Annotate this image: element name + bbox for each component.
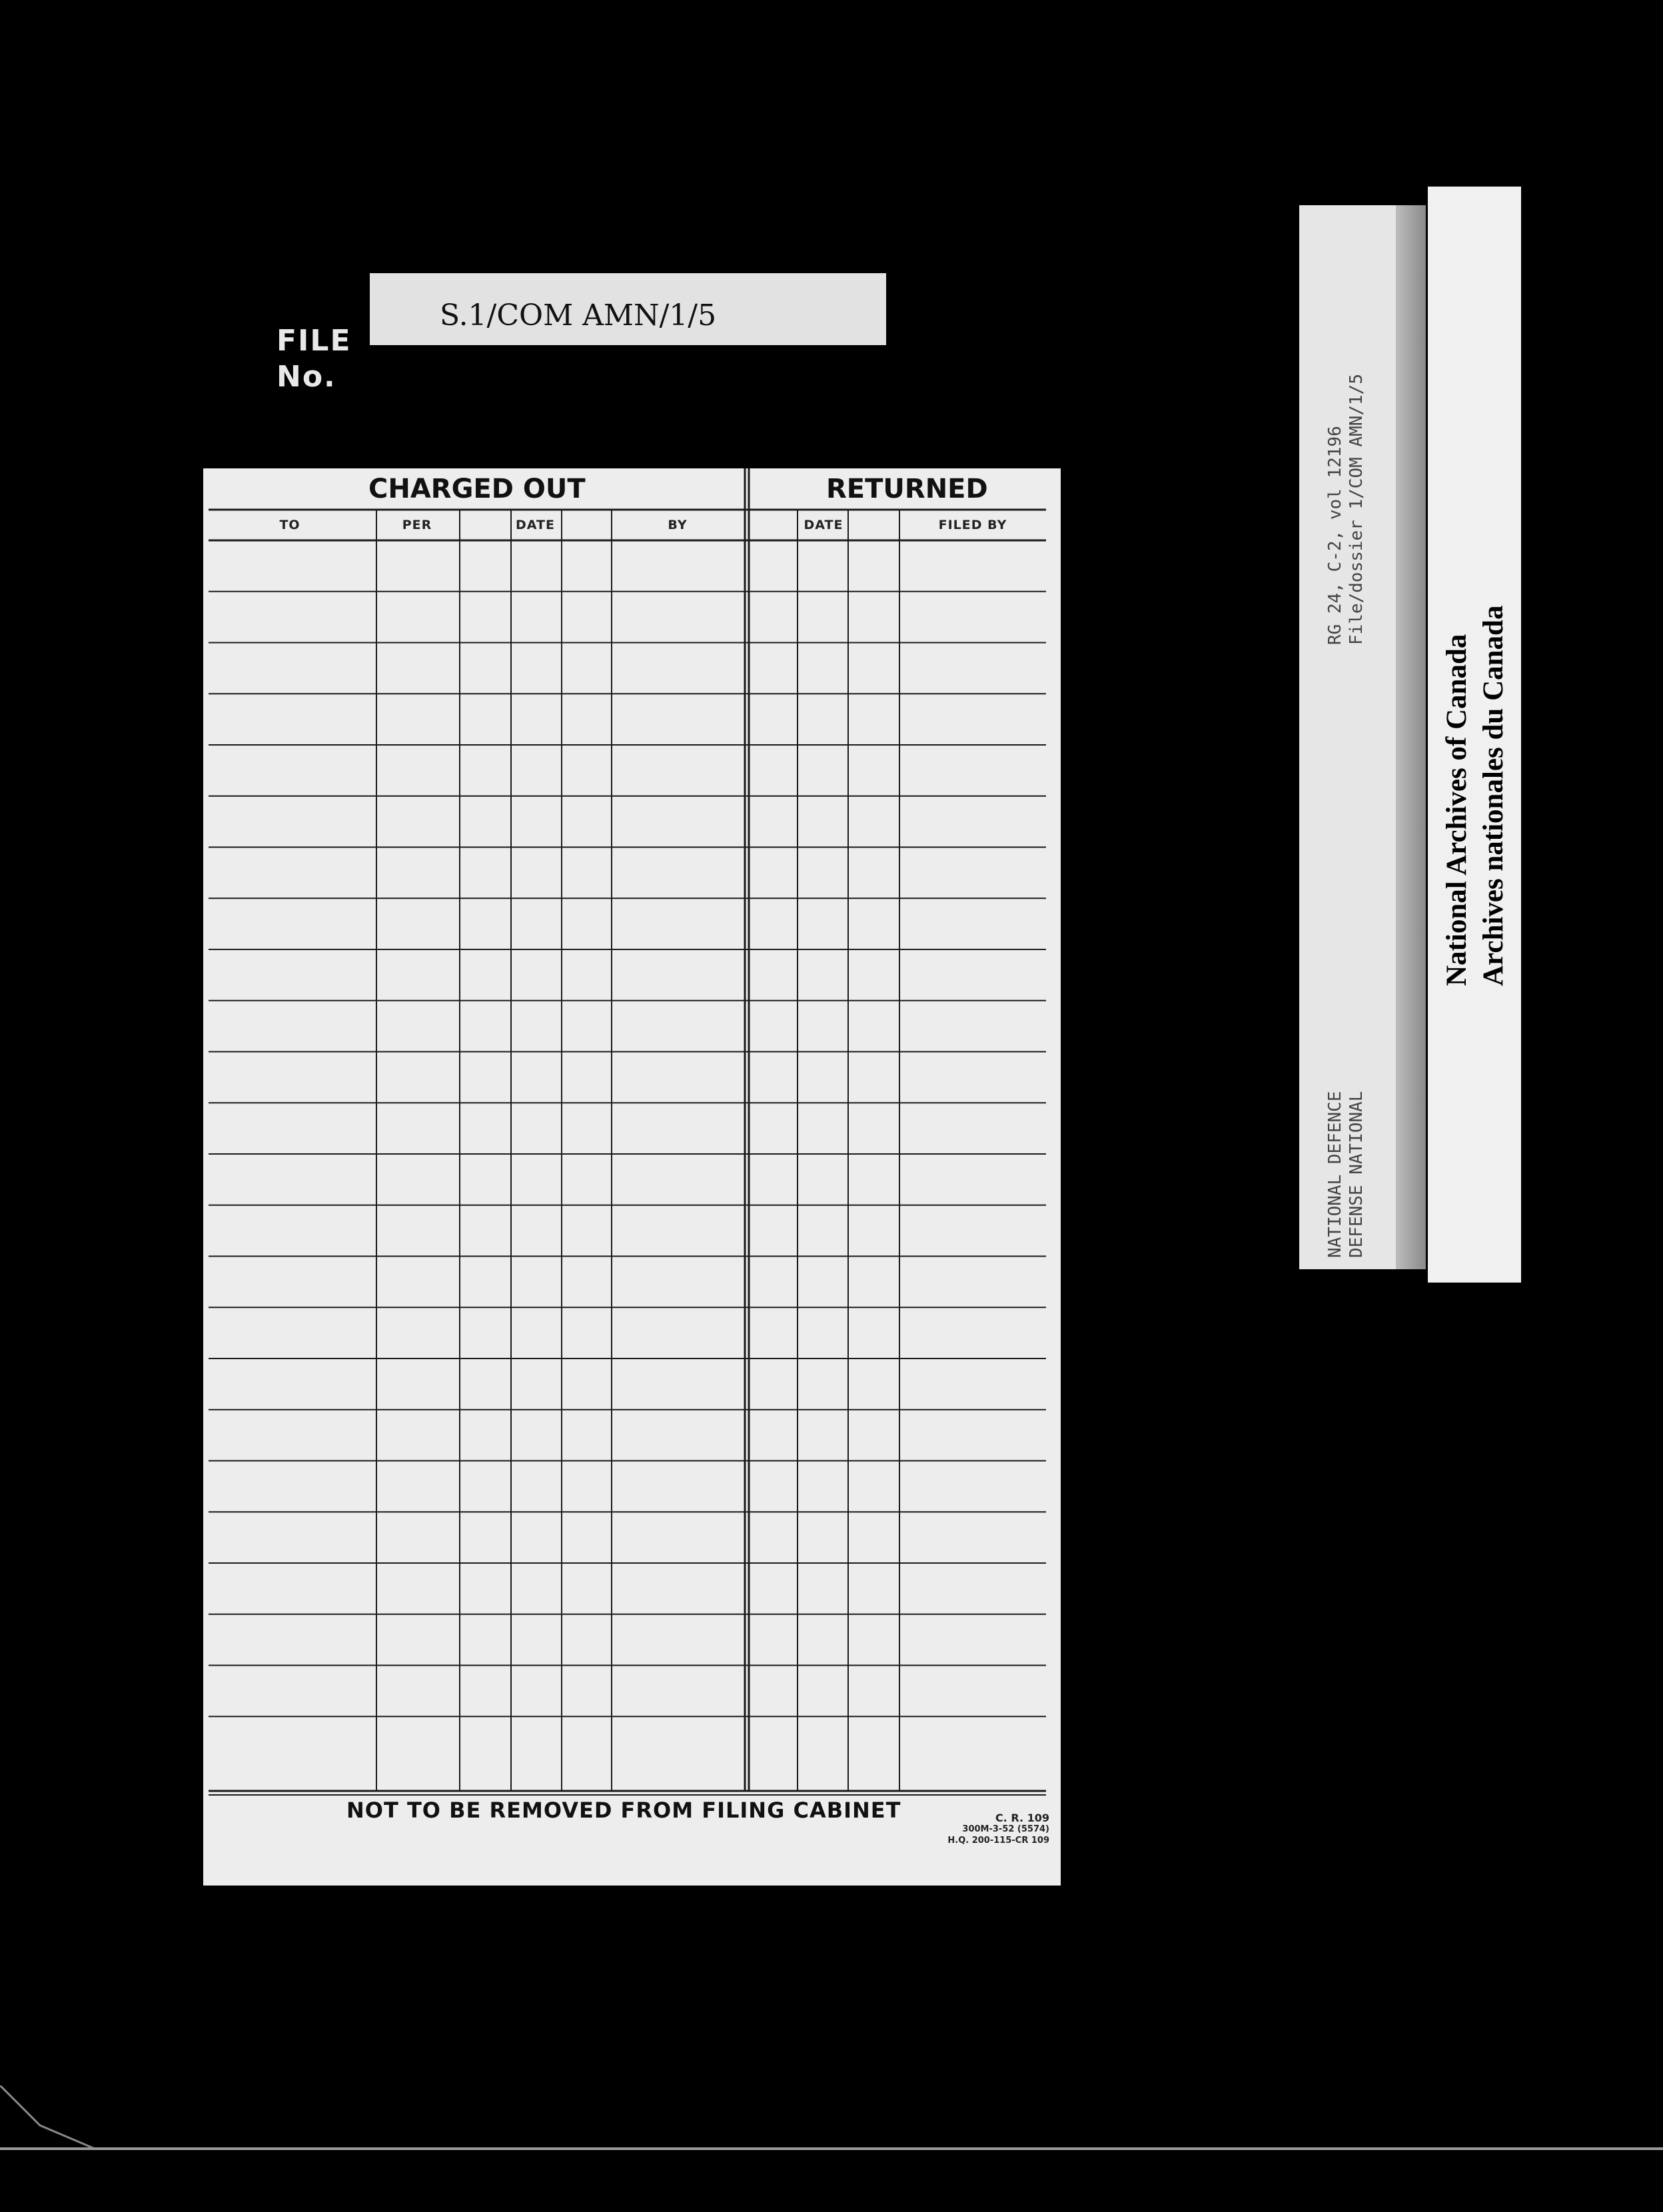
- archive-reference-line1: RG 24, C-2, vol 12196: [1325, 426, 1345, 645]
- archive-institution-strip: [1428, 187, 1521, 1283]
- form-code-line3: H.Q. 200-115-CR 109: [947, 1836, 1049, 1846]
- institution-line1: National Archives of Canada: [1441, 634, 1472, 986]
- institution-name: [1438, 606, 1512, 986]
- scan-corner-mark: [0, 2085, 133, 2152]
- scan-edge-line: [0, 2147, 1663, 2150]
- footer-notice: NOT TO BE REMOVED FROM FILING CABINET: [346, 1798, 901, 1823]
- strip-shadow: [1396, 205, 1426, 1269]
- form-code-line2: 300M-3-52 (5574): [962, 1824, 1049, 1834]
- column-header-date: DATE: [516, 518, 555, 532]
- form-code-line1: C. R. 109: [995, 1812, 1049, 1824]
- archive-reference-line2: File/dossier 1/COM AMN/1/5: [1347, 374, 1367, 645]
- department-line1: NATIONAL DEFENCE: [1325, 1091, 1345, 1258]
- archive-reference: [1325, 374, 1367, 645]
- returned-heading: RETURNED: [826, 474, 988, 504]
- file-label-line2: No.: [277, 360, 336, 394]
- department-line2: DEFENSE NATIONAL: [1347, 1091, 1367, 1258]
- card-ruled-grid: [203, 468, 1061, 1886]
- charged-out-heading: CHARGED OUT: [368, 474, 586, 504]
- file-number-label: [277, 323, 352, 395]
- column-header-per: PER: [402, 518, 432, 532]
- form-code: [896, 1812, 1049, 1846]
- column-header-to: TO: [279, 518, 300, 532]
- charge-out-card: [203, 468, 1061, 1886]
- column-header-return-date: DATE: [804, 518, 843, 532]
- institution-line2: Archives nationales du Canada: [1478, 605, 1509, 986]
- column-header-by: BY: [668, 518, 688, 532]
- file-number-tab: [370, 273, 886, 345]
- file-label-line1: FILE: [277, 324, 352, 358]
- column-header-filed-by: FILED BY: [938, 518, 1007, 532]
- department-name: [1325, 1091, 1367, 1258]
- file-number-value: S.1/COM AMN/1/5: [440, 298, 717, 332]
